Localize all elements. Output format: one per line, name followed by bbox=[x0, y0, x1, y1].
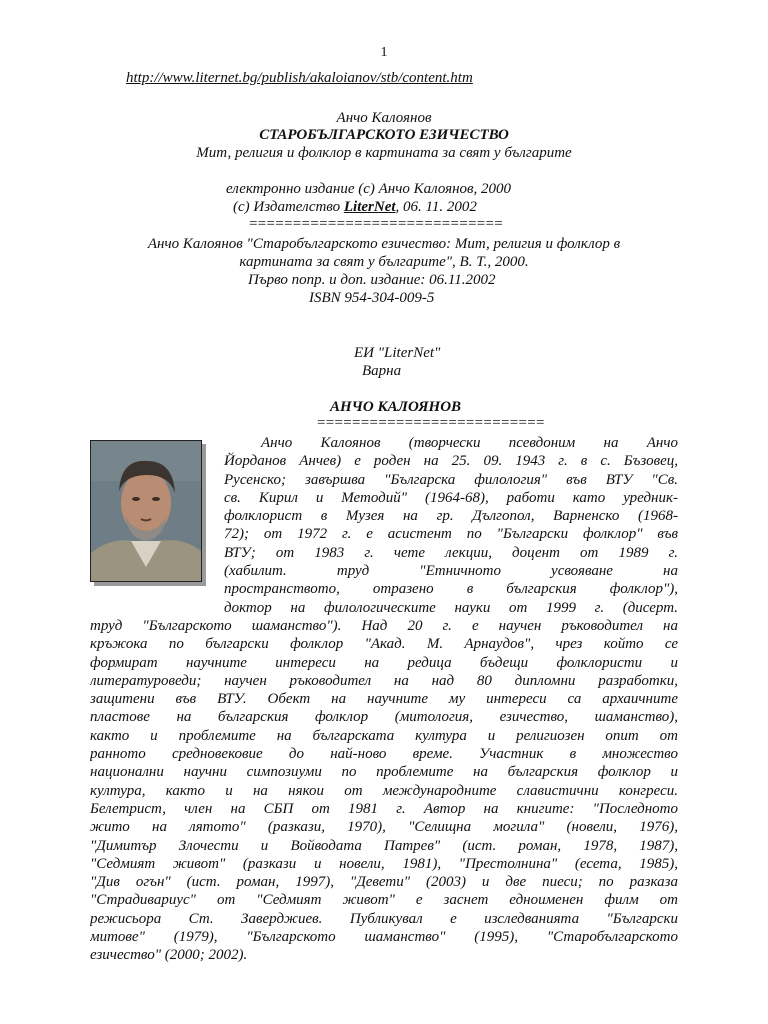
bio-line: Анчо Калоянов (творчески псевдоним на Анчо bbox=[261, 435, 678, 451]
bio-line: формират научните интереси на редица бъдещи фолклористи и bbox=[90, 654, 678, 671]
publisher-prefix: (c) Издателство bbox=[233, 199, 344, 215]
bio-text bbox=[90, 434, 678, 965]
bio-line: св. Кирил и Методий" (1964-68), работи като уредник- bbox=[224, 489, 678, 506]
author-name: Анчо Калоянов bbox=[336, 110, 432, 126]
bio-line: пластове на българския фолклор (митология, езичество, шаманство), bbox=[90, 709, 678, 726]
bio-line: кръжока по български фолклор "Акад. М. Арнаудов", чрез който се bbox=[90, 636, 678, 653]
citation-line-1: Анчо Калоянов "Старобългарското езичество: Мит, религия и фолклор в bbox=[147, 236, 621, 252]
bio-line: както и проблемите на българската култура и религиозен опит от bbox=[90, 727, 678, 744]
bio-line: "Страдивариус" от "Седмият живот" е заснет едноименен филм от bbox=[90, 892, 678, 909]
liternet-brand: LiterNet bbox=[343, 199, 396, 215]
publisher-city: Варна bbox=[362, 363, 402, 379]
bio-line: защитени във ВТУ. Обект на научните му интереси са архаичните bbox=[90, 691, 678, 708]
bio-line: "Див огън" (ист. роман, 1997), "Девети" (2003) и две пиеси; по разказа bbox=[90, 874, 678, 891]
book-title: СТАРОБЪЛГАРСКОТО ЕЗИЧЕСТВО bbox=[259, 127, 509, 143]
bio-line: Русенско; завършва "Българска филология" във ВТУ "Св. bbox=[224, 471, 678, 488]
bio-line: Белетрист, член на СБП от 1981 г. Автор на книгите: "Последното bbox=[90, 800, 678, 817]
bio-line: доктор на филологическите науки от 1999 г. (дисерт. bbox=[224, 599, 678, 616]
bio-line: пространството, отразено в българския фолклор"), bbox=[224, 581, 678, 598]
source-link[interactable]: http://www.liternet.bg/publish/akaloianov/stb/content.htm bbox=[126, 70, 473, 86]
publisher-line bbox=[233, 198, 477, 216]
edition-line: електронно издание (c) Анчо Калоянов, 2000 bbox=[226, 181, 512, 197]
bio-line: жито на лятото" (разкази, 1970), "Селищна могила" (новели, 1976), bbox=[90, 819, 678, 836]
bio-line: "Димитър Злочести и Войводата Патрев" (ист. роман, 1978, 1987), bbox=[90, 837, 678, 854]
bio-line: езичество" (2000; 2002). bbox=[90, 947, 248, 964]
bio-separator: ========================== bbox=[317, 415, 545, 431]
bio-line: митове" (1979), "Българското шаманство" (1995), "Старобългарското bbox=[90, 929, 678, 946]
bio-line: ВТУ; от 1983 г. чете лекции, доцент от 1989 г. bbox=[224, 544, 678, 561]
publisher-name: ЕИ "LiterNet" bbox=[354, 345, 441, 361]
isbn: ISBN 954-304-009-5 bbox=[309, 290, 435, 306]
separator: ============================= bbox=[249, 216, 504, 232]
book-subtitle: Мит, религия и фолклор в картината за свят у българите bbox=[196, 145, 572, 161]
bio-line: ранното средновековие до най-ново време. Участник в множество bbox=[90, 746, 678, 763]
citation-line-3: Първо попр. и доп. издание: 06.11.2002 bbox=[248, 272, 496, 288]
bio-line: национални научни симпозиуми по проблемите на българския фолклор и bbox=[90, 764, 678, 781]
page-number: 1 bbox=[380, 45, 388, 60]
bio-line: култура, както и на някои от международните славистични конгреси. bbox=[90, 782, 678, 799]
citation-line-2: картината за свят у българите", В. Т., 2000. bbox=[239, 254, 529, 270]
bio-line: (хабилит. труд "Етничното усвояване на bbox=[224, 563, 678, 580]
bio-line: труд "Българското шаманство"). Над 20 г. е научен ръководител на bbox=[90, 617, 678, 634]
bio-line: литературоведи; научен ръководител на над 80 дипломни разработки, bbox=[90, 672, 678, 689]
bio-line: "Седмият живот" (разкази и новели, 1981), "Престолнина" (есета, 1985), bbox=[90, 855, 678, 872]
publisher-date: , 06. 11. 2002 bbox=[395, 199, 477, 215]
bio-line: фолклорист в Музея на гр. Дългопол, Варненско (1968- bbox=[224, 508, 678, 525]
bio-line: Йорданов Анчев) е роден на 25. 09. 1943 г. в с. Бъзовец, bbox=[224, 453, 678, 470]
bio-heading: АНЧО КАЛОЯНОВ bbox=[330, 399, 462, 415]
bio-line: режисьора Ст. Заверджиев. Публикувал е изследванията "Български bbox=[90, 910, 678, 927]
bio-line: 72); от 1972 г. е асистент по "Български фолклор" във bbox=[224, 526, 678, 543]
